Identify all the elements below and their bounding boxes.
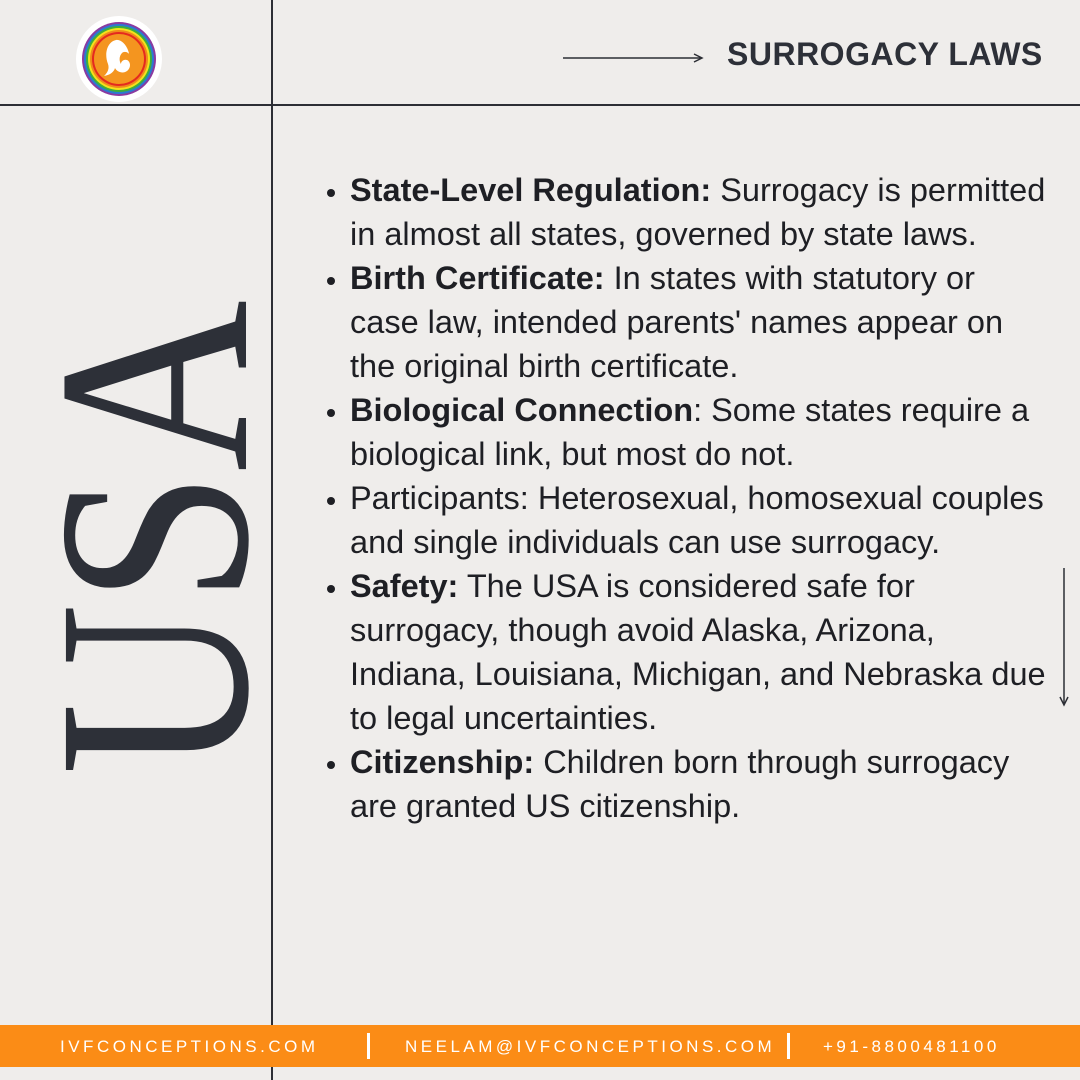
item-text: Surrogacy is permitted in almost all states, governed by state laws. — [350, 172, 1046, 252]
list-item — [350, 388, 1050, 476]
list-item — [350, 476, 1050, 564]
arrow-right-icon — [563, 50, 708, 66]
item-label: State-Level Regulation: — [350, 172, 712, 208]
list-item — [350, 168, 1050, 256]
page-title: SURROGACY LAWS — [727, 36, 1043, 72]
horizontal-divider — [0, 104, 1080, 106]
item-label: Safety: — [350, 568, 459, 604]
item-text: Children born through surrogacy are granted US citizenship. — [350, 744, 1010, 824]
separator — [787, 1033, 790, 1059]
item-text: : Some states require a biological link, but most do not. — [350, 392, 1030, 472]
email-link[interactable]: NEELAM@IVFCONCEPTIONS.COM — [405, 1037, 776, 1056]
item-label: Citizenship: — [350, 744, 535, 780]
side-title-usa — [2, 224, 306, 790]
separator — [367, 1033, 370, 1059]
item-label: Biological Connection — [350, 392, 694, 428]
footer-bar — [0, 1025, 1080, 1067]
item-text: In states with statutory or case law, intended parents' names appear on the original birth certificate. — [350, 260, 1004, 384]
website-link[interactable]: IVFCONCEPTIONS.COM — [60, 1037, 319, 1056]
phone-link[interactable]: +91-8800481100 — [823, 1037, 1000, 1056]
logo — [76, 16, 162, 102]
item-text: Participants: Heterosexual, homosexual couples and single individuals can use surrogacy. — [350, 480, 1044, 560]
arrow-down-icon — [1056, 568, 1072, 708]
list-item — [350, 564, 1050, 740]
item-label: Birth Certificate: — [350, 260, 605, 296]
item-text: The USA is considered safe for surrogacy, though avoid Alaska, Arizona, Indiana, Louisiana, Michigan, and Nebraska due to legal uncertainties. — [350, 568, 1046, 736]
list-item — [350, 256, 1050, 388]
svg-text:USA: USA — [2, 224, 306, 775]
list-item — [350, 740, 1050, 828]
law-list — [318, 168, 1050, 828]
